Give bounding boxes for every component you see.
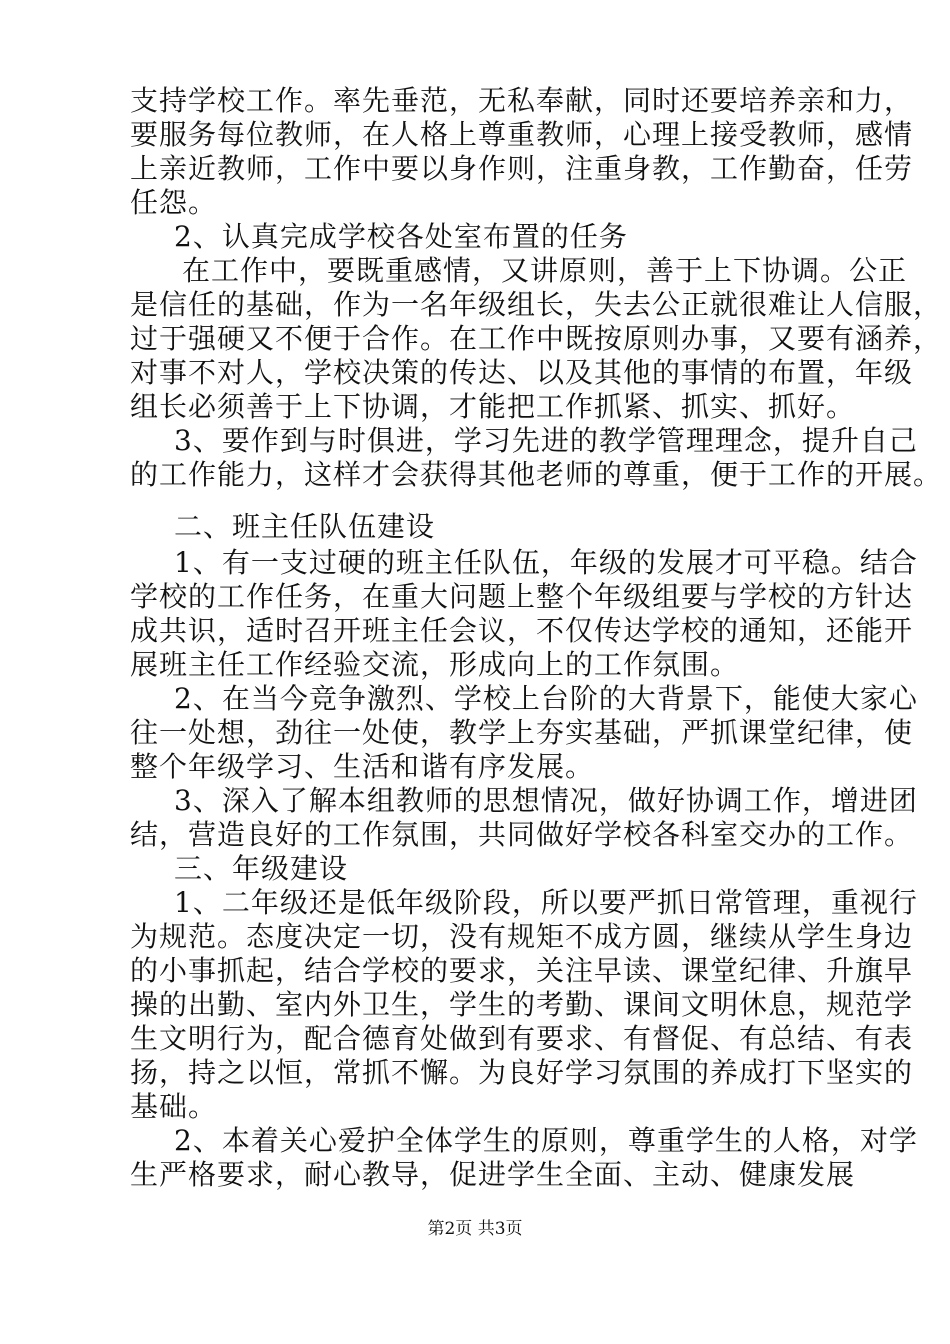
text-line: 上亲近教师，工作中要以身作则，注重身教，工作勤奋，任劳 [130,152,914,185]
text-line: 结，营造良好的工作氛围，共同做好学校各科室交办的工作。 [130,818,914,851]
text-line: 学校的工作任务，在重大问题上整个年级组要与学校的方针达 [130,580,914,613]
section-subheading: 2、认真完成学校各处室布置的任务 [174,220,628,253]
text-line: 整个年级学习、生活和谐有序发展。 [130,750,595,783]
text-line: 的小事抓起，结合学校的要求，关注早读、课堂纪律、升旗早 [130,954,914,987]
text-line: 要服务每位教师，在人格上尊重教师，心理上接受教师，感情 [130,118,914,151]
text-line: 组长必须善于上下协调，才能把工作抓紧、抓实、抓好。 [130,390,856,423]
text-line: 2、本着关心爱护全体学生的原则，尊重学生的人格，对学 [174,1124,918,1157]
text-line: 对事不对人，学校决策的传达、以及其他的事情的布置，年级 [130,356,914,389]
text-line: 1、二年级还是低年级阶段，所以要严抓日常管理，重视行 [174,886,918,919]
text-line: 3、要作到与时俱进，学习先进的教学管理理念，提升自己 [174,424,918,457]
text-line: 是信任的基础，作为一名年级组长，失去公正就很难让人信服， [130,288,943,321]
text-line: 3、深入了解本组教师的思想情况，做好协调工作，增进团 [174,784,918,817]
text-line: 任怨。 [130,186,218,219]
text-line: 为规范。态度决定一切，没有规矩不成方圆，继续从学生身边 [130,920,914,953]
text-line: 生文明行为，配合德育处做到有要求、有督促、有总结、有表 [130,1022,914,1055]
section-heading: 二、班主任队伍建设 [174,510,436,543]
text-line: 2、在当今竞争激烈、学校上台阶的大背景下，能使大家心 [174,682,918,715]
text-line: 成共识，适时召开班主任会议，不仅传达学校的通知，还能开 [130,614,914,647]
text-line: 往一处想，劲往一处使，教学上夯实基础，严抓课堂纪律，使 [130,716,914,749]
text-line: 操的出勤、室内外卫生，学生的考勤、课间文明休息，规范学 [130,988,914,1021]
text-line: 展班主任工作经验交流，形成向上的工作氛围。 [130,648,740,681]
text-line: 过于强硬又不便于合作。在工作中既按原则办事，又要有涵养， [130,322,943,355]
text-line: 生严格要求，耐心教导，促进学生全面、主动、健康发展 [130,1158,856,1191]
text-line: 基础。 [130,1090,218,1123]
text-line: 支持学校工作。率先垂范，无私奉献，同时还要培养亲和力， [130,84,914,117]
text-line: 扬，持之以恒，常抓不懈。为良好学习氛围的养成打下坚实的 [130,1056,914,1089]
page-footer: 第2页 共3页 [427,1219,523,1239]
text-line: 在工作中，要既重感情，又讲原则，善于上下协调。公正 [182,254,908,287]
text-line: 的工作能力，这样才会获得其他老师的尊重，便于工作的开展。 [130,458,943,491]
section-heading: 三、年级建设 [174,852,349,885]
text-line: 1、有一支过硬的班主任队伍，年级的发展才可平稳。结合 [174,546,918,579]
